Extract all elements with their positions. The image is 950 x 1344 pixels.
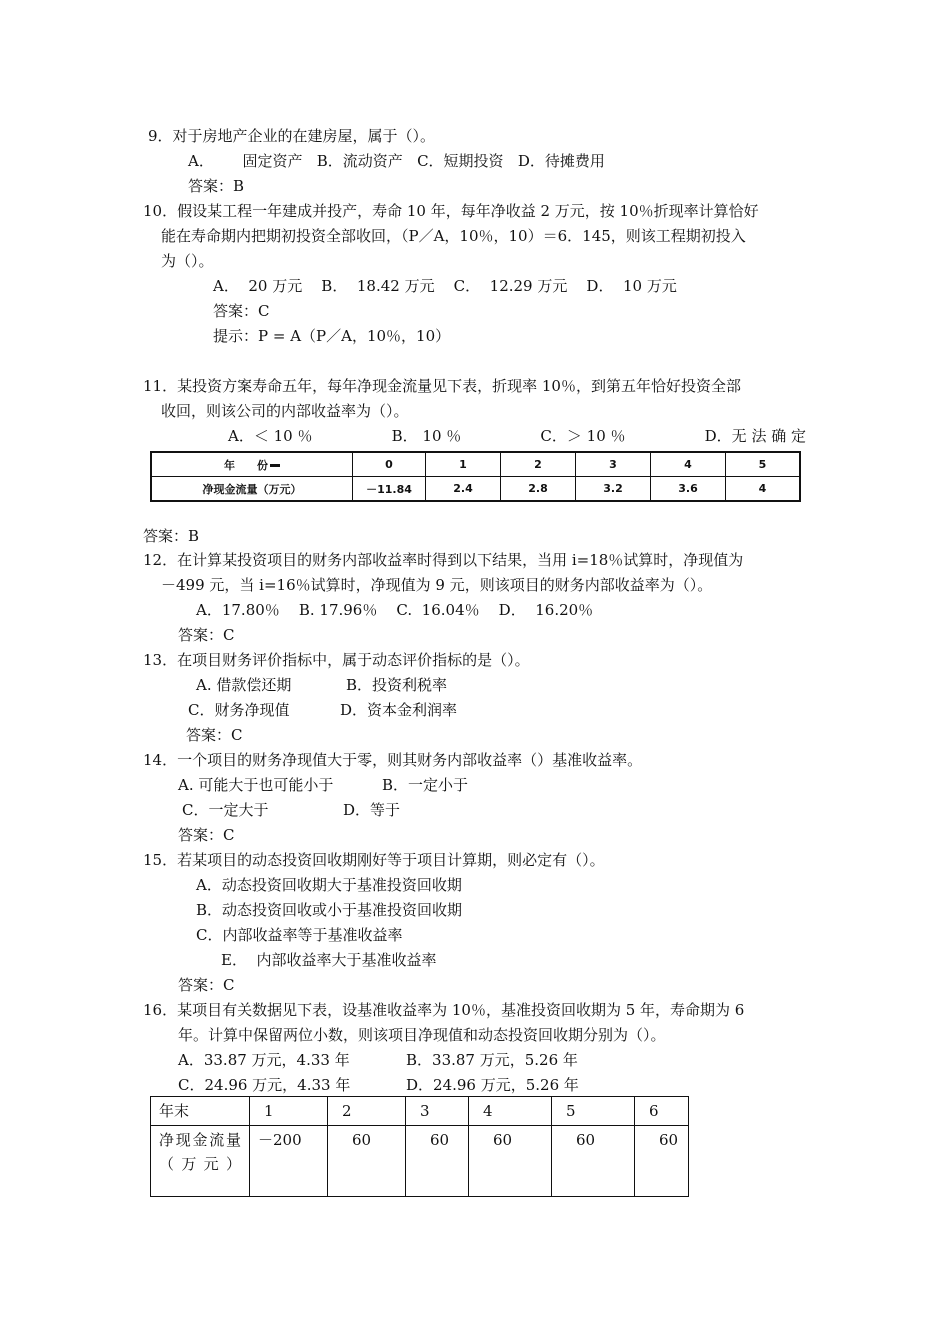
table-cell: 3.2 [576, 477, 651, 502]
table-header-cell: 净现金流量（万元） [151, 477, 353, 502]
table-row [151, 1097, 689, 1126]
table-cell: 60 [406, 1126, 469, 1197]
dash-mark [270, 464, 280, 467]
q12-stem-line2: －499 元，当 i=16％试算时，净现值为 9 元，则该项目的财务内部收益率为（）。 [161, 576, 713, 594]
q10-stem-line1: 10．假设某工程一年建成并投产，寿命 10 年，每年净收益 2 万元，按 10％折现率计算恰好 [143, 202, 759, 220]
table-cell: －11.84 [353, 477, 426, 502]
table-cell: 6 [635, 1097, 689, 1126]
q10-options: A． 20 万元 B． 18.42 万元 C． 12.29 万元 D． 10 万元 [213, 277, 677, 295]
q11-option-c: C．＞ 10 ％ [540, 427, 626, 445]
table-cell: 60 [552, 1126, 635, 1197]
table-cell: 60 [328, 1126, 406, 1197]
q14-stem: 14．一个项目的财务净现值大于零，则其财务内部收益率（）基准收益率。 [143, 751, 643, 769]
q16-cashflow-table [150, 1096, 689, 1197]
q11-stem-line1: 11．某投资方案寿命五年，每年净现金流量见下表，折现率 10％，到第五年恰好投资全部 [143, 377, 741, 395]
table-cell: －200 [250, 1126, 328, 1197]
q10-hint: 提示：P = A（P／A，10％，10） [213, 327, 451, 345]
q10-stem-line3: 为（）。 [161, 252, 214, 270]
table-cell: 0 [353, 452, 426, 477]
table-cell: 5 [552, 1097, 635, 1126]
q11-stem-line2: 收回，则该公司的内部收益率为（）。 [161, 402, 409, 420]
q13-option-b: B．投资利税率 [346, 676, 448, 694]
q11-options [228, 426, 806, 446]
table-cell: 5 [726, 452, 801, 477]
q13-stem: 13．在项目财务评价指标中，属于动态评价指标的是（）。 [143, 651, 530, 669]
q12-answer: 答案：C [178, 626, 235, 644]
q11-option-b: B． 10 ％ [391, 427, 462, 445]
table-cell: 2 [501, 452, 576, 477]
q16-stem-line2: 年。计算中保留两位小数，则该项目净现值和动态投资回收期分别为（）。 [178, 1026, 666, 1044]
q11-cashflow-table [150, 451, 801, 502]
table-cell: 4 [651, 452, 726, 477]
table-header-cell: 年 份 [151, 452, 353, 477]
q15-answer: 答案：C [178, 976, 235, 994]
table-cell: 1 [250, 1097, 328, 1126]
table-cell: 4 [726, 477, 801, 502]
q14-option-d: D．等于 [343, 801, 401, 819]
q13-option-d: D．资本金利润率 [340, 701, 458, 719]
table-cell: 3 [576, 452, 651, 477]
q14-answer: 答案：C [178, 826, 235, 844]
q11-answer: 答案：B [143, 527, 200, 545]
table-cell: 4 [469, 1097, 552, 1126]
q15-option-c: C．内部收益率等于基准收益率 [196, 926, 403, 944]
table-cell: 2.8 [501, 477, 576, 502]
table-cell: 1 [426, 452, 501, 477]
q16-option-b: B．33.87 万元，5.26 年 [406, 1051, 578, 1069]
q9-options: A． 固定资产 B．流动资产 C．短期投资 D．待摊费用 [188, 152, 605, 170]
q15-option-e: E． 内部收益率大于基准收益率 [221, 951, 437, 969]
q14-option-b: B．一定小于 [382, 776, 469, 794]
table-cell: 60 [635, 1126, 689, 1197]
table-cell: 3 [406, 1097, 469, 1126]
table-header-cell: 净现金流量（万元） [151, 1126, 250, 1197]
table-cell: 60 [469, 1126, 552, 1197]
q16-option-d: D．24.96 万元，5.26 年 [406, 1076, 579, 1094]
table-row [151, 477, 800, 502]
table-header-cell: 年末 [151, 1097, 250, 1126]
q16-option-a: A．33.87 万元，4.33 年 [178, 1051, 350, 1069]
q15-stem: 15．若某项目的动态投资回收期刚好等于项目计算期，则必定有（）。 [143, 851, 605, 869]
q9-stem: 9．对于房地产企业的在建房屋，属于（）。 [148, 127, 436, 145]
q11-option-a: A．＜ 10 ％ [228, 427, 313, 445]
q13-option-c: C．财务净现值 [188, 701, 290, 719]
table-cell: 2.4 [426, 477, 501, 502]
q12-stem-line1: 12．在计算某投资项目的财务内部收益率时得到以下结果，当用 i=18％试算时，净现值为 [143, 551, 744, 569]
q10-stem-line2: 能在寿命期内把期初投资全部收回，（P／A，10％，10）＝6．145，则该工程期初投入 [161, 227, 746, 245]
q16-option-c: C．24.96 万元，4.33 年 [178, 1076, 351, 1094]
table-row [151, 452, 800, 477]
q10-answer: 答案：C [213, 302, 270, 320]
table-cell: 2 [328, 1097, 406, 1126]
q15-option-a: A．动态投资回收期大于基准投资回收期 [196, 876, 462, 894]
q12-options: A．17.80％ B. 17.96％ C. 16.04％ D． 16.20％ [196, 601, 594, 619]
table-cell: 3.6 [651, 477, 726, 502]
q11-option-d: D．无 法 确 定 [704, 427, 806, 445]
q14-option-a: A. 可能大于也可能小于 [178, 776, 334, 794]
q13-answer: 答案：C [186, 726, 243, 744]
table-row [151, 1126, 689, 1197]
q13-option-a: A. 借款偿还期 [196, 676, 292, 694]
q14-option-c: C．一定大于 [182, 801, 269, 819]
q16-stem-line1: 16．某项目有关数据见下表，设基准收益率为 10％，基准投资回收期为 5 年，寿命期为 6 [143, 1001, 745, 1019]
q9-answer: 答案：B [188, 177, 245, 195]
q15-option-b: B．动态投资回收或小于基准投资回收期 [196, 901, 463, 919]
